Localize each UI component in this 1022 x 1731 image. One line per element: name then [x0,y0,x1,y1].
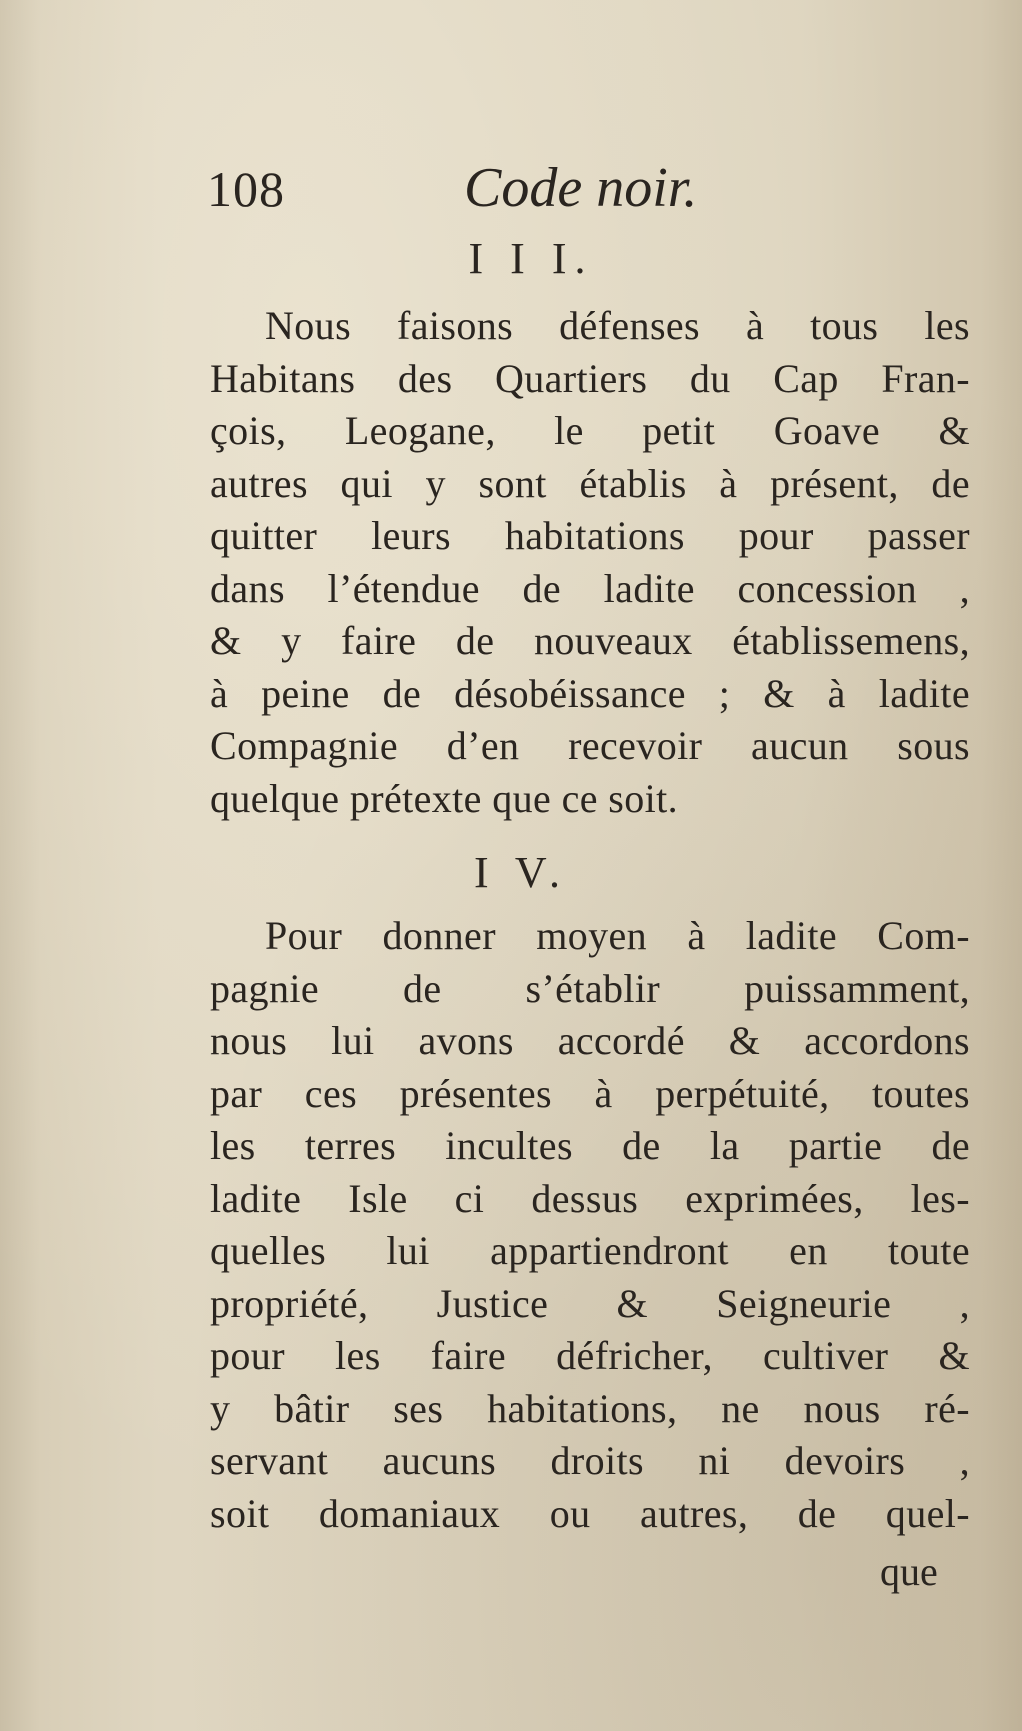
text-line: y bâtir ses habitations, ne nous ré- [210,1385,970,1431]
page-number: 108 [207,161,285,217]
text-line: Nous faisons défenses à tous les [265,303,970,348]
article-heading-iv: I V. [474,848,568,897]
text-line: Compagnie d’en recevoir aucun sous [210,723,970,768]
text-line: soit domaniaux ou autres, de quel- [210,1490,970,1536]
catchword: que [880,1549,938,1594]
text-line: quitter leurs habitations pour passer [210,513,970,558]
text-line: les terres incultes de la partie de [210,1123,970,1168]
text-line: à peine de désobéissance ; & à ladite [210,670,970,716]
article-heading-iii: I I I. [468,234,594,283]
text-line: servant aucuns droits ni devoirs , [210,1438,970,1483]
text-line: çois, Leogane, le petit Goave & [210,408,970,453]
text-line: & y faire de nouveaux établissemens, [210,618,970,663]
text-line: quelles lui appartiendront en toute [210,1228,970,1273]
running-head [0,152,1022,222]
running-title: Code noir. [464,157,698,219]
text-line: autres qui y sont établis à présent, de [210,460,970,506]
text-line: nous lui avons accordé & accordons [210,1018,970,1063]
text-line: pagnie de s’établir puissamment, [210,965,970,1011]
text-line: dans l’étendue de ladite concession , [210,565,970,611]
text-line: propriété, Justice & Seigneurie , [210,1280,970,1326]
text-line: pour les faire défricher, cultiver & [210,1333,970,1378]
article-iii-text [210,300,970,825]
article-iv-text [210,910,970,1540]
text-line: quelque prétexte que ce soit. [210,775,679,821]
text-line: ladite Isle ci dessus exprimées, les- [210,1175,970,1221]
text-line: Habitans des Quartiers du Cap Fran- [210,355,970,401]
text-line: Pour donner moyen à ladite Com- [265,913,970,958]
text-line: par ces présentes à perpétuité, toutes [210,1070,970,1116]
